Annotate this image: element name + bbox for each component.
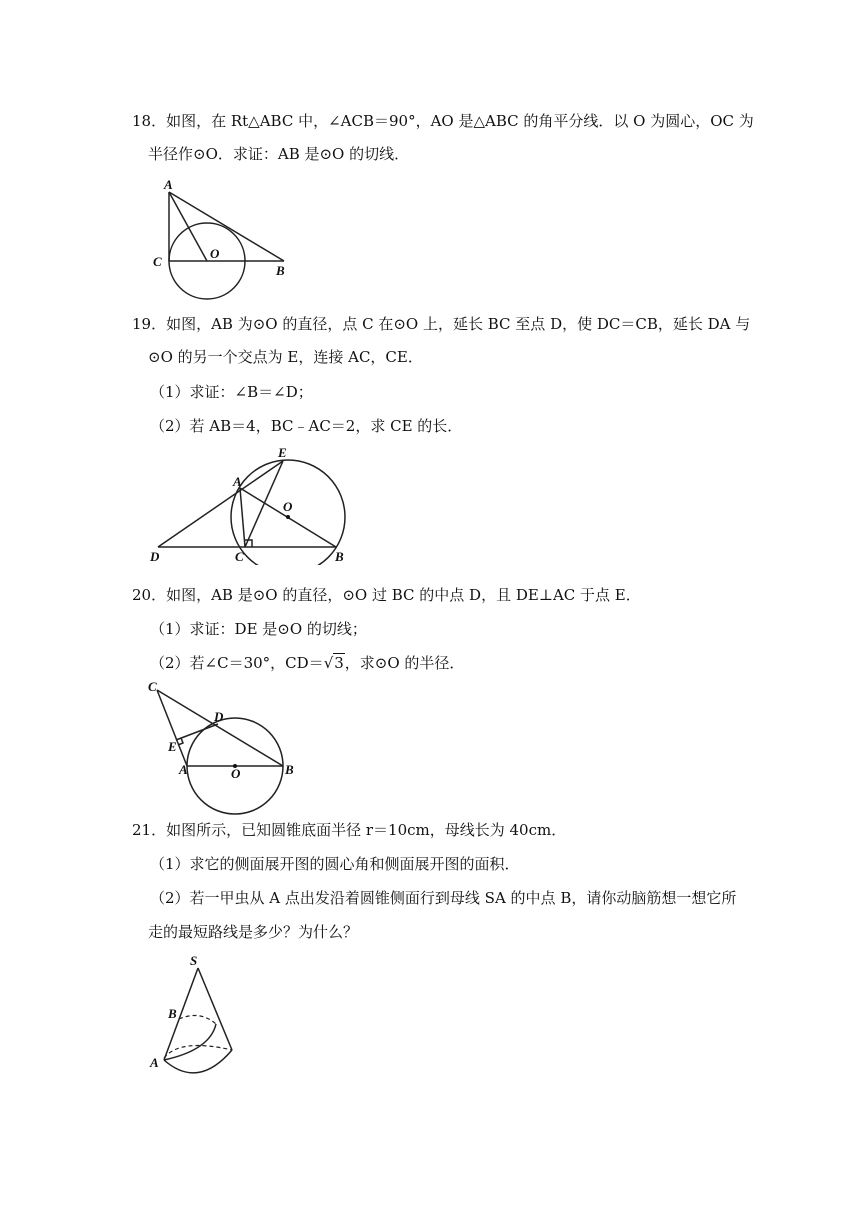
- q19-figure: [140, 440, 360, 565]
- q18-label-A: A: [164, 177, 173, 192]
- q21-figure: [140, 950, 260, 1080]
- q19-center-dot: [286, 515, 290, 519]
- q19-label-D: D: [150, 549, 160, 564]
- q19-label-B: B: [335, 549, 344, 564]
- q18-label-O: O: [210, 246, 220, 261]
- q20-label-C: C: [148, 679, 157, 694]
- q19-label-A: A: [233, 474, 242, 489]
- q20-segment-CA: [157, 690, 187, 766]
- q20-part2-suffix: ，求⊙O 的半径．: [344, 654, 465, 672]
- q21-label-B: B: [168, 1006, 177, 1021]
- q20-line1: 20．如图，AB 是⊙O 的直径，⊙O 过 BC 的中点 D，且 DE⊥AC 于点 E．: [132, 586, 641, 604]
- q19-part2: （2）若 AB＝4，BC﹣AC＝2，求 CE 的长．: [150, 417, 463, 435]
- q21-label-S: S: [190, 953, 198, 968]
- q20-label-B: B: [285, 762, 294, 777]
- q19-label-C: C: [235, 549, 244, 564]
- q21-section-dashed: [179, 1015, 216, 1024]
- q21-shortest-path: [164, 1024, 216, 1060]
- q18-segment-AB: [169, 192, 284, 261]
- q21-line1: 21．如图所示，已知圆锥底面半径 r＝10cm，母线长为 40cm．: [132, 821, 567, 839]
- q20-label-D: D: [214, 709, 224, 724]
- q21-part2-line1: （2）若一甲虫从 A 点出发沿着圆锥侧面行到母线 SA 的中点 B，请你动脑筋想一想它所: [150, 889, 737, 907]
- q18-figure: [145, 175, 305, 305]
- q20-part1: （1）求证：DE 是⊙O 的切线；: [150, 620, 367, 638]
- q18-line2: 半径作⊙O．求证：AB 是⊙O 的切线．: [148, 145, 410, 163]
- q18-label-B: B: [276, 263, 285, 278]
- q18-segment-AO: [169, 192, 207, 261]
- q21-part1: （1）求它的侧面展开图的圆心角和侧面展开图的面积．: [150, 855, 520, 873]
- q19-line2: ⊙O 的另一个交点为 E，连接 AC，CE．: [148, 348, 423, 366]
- q21-label-A: A: [150, 1055, 159, 1070]
- q19-label-O: O: [283, 499, 293, 514]
- q20-figure: [140, 676, 300, 816]
- q19-label-E: E: [278, 445, 287, 460]
- q20-label-O: O: [231, 766, 241, 781]
- q20-part2: [150, 653, 464, 673]
- q21-generatrix-right: [198, 968, 232, 1050]
- q19-segment-AC: [240, 488, 245, 547]
- q21-base-front-arc: [164, 1050, 232, 1073]
- q21-part2-line2: 走的最短路线是多少？为什么？: [148, 923, 359, 941]
- q20-sqrt-radicand: 3: [334, 654, 344, 672]
- q20-label-E: E: [168, 739, 177, 754]
- q18-label-C: C: [153, 254, 162, 269]
- q20-part2-prefix: （2）若∠C＝30°，CD＝: [150, 654, 324, 672]
- q19-part1: （1）求证：∠B＝∠D；: [150, 383, 313, 401]
- q18-line1: 18．如图，在 Rt△ABC 中，∠ACB＝90°，AO 是△ABC 的角平分线．以 O 为圆心，OC 为: [132, 112, 754, 130]
- q20-label-A: A: [179, 762, 188, 777]
- sqrt-symbol: √: [323, 654, 334, 672]
- q19-line1: 19．如图，AB 为⊙O 的直径，点 C 在⊙O 上，延长 BC 至点 D，使 DC＝CB，延长 DA 与: [132, 315, 751, 333]
